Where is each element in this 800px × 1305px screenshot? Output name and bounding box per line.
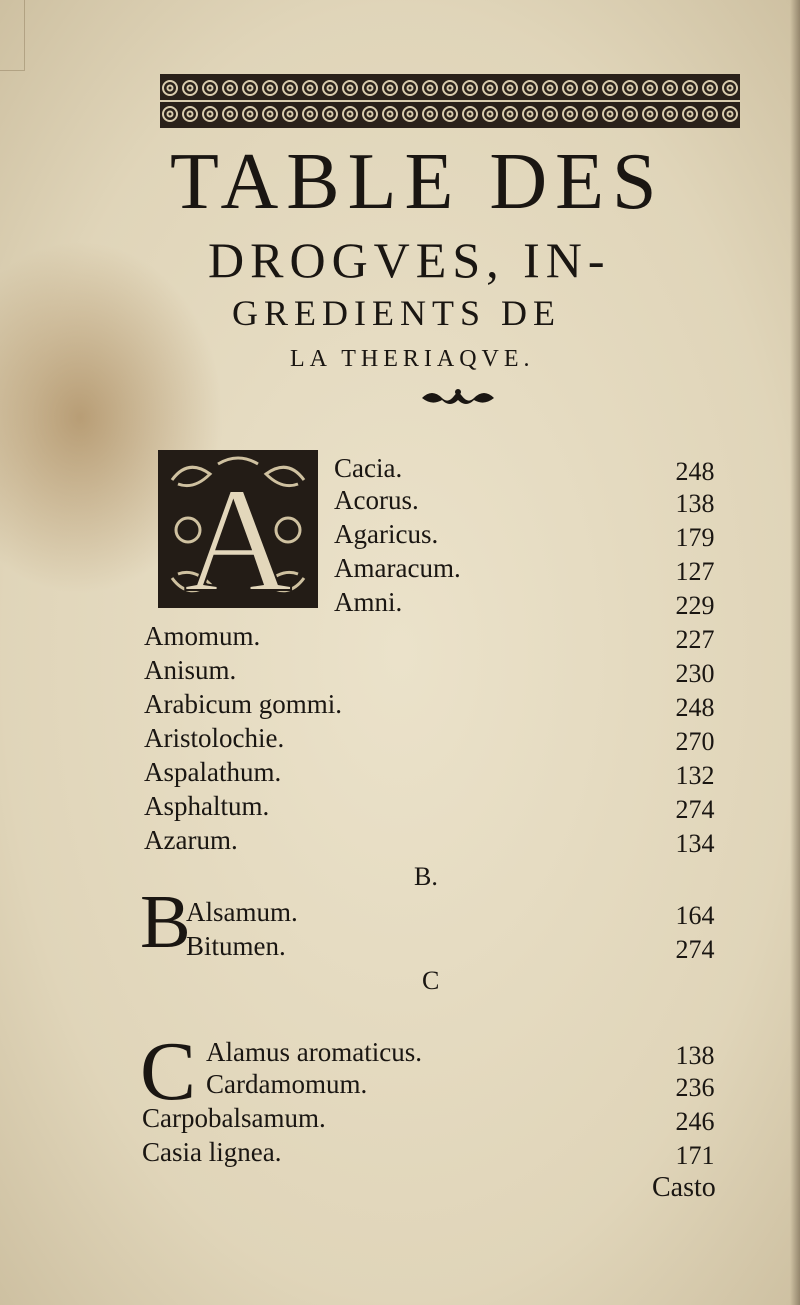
index-entry-page: 248 [675,693,715,722]
index-entry-page: 274 [675,795,715,824]
index-entry-page: 230 [675,659,715,688]
index-entry-name: Cacia. [334,453,403,483]
index-entry-page: 229 [675,591,715,620]
index-entry-name: Arabicum gommi. [144,689,342,719]
page-corner-fold [0,0,25,71]
drop-letter-b: B [140,880,191,964]
index-entry-name: Amomum. [144,621,261,651]
section-b-heading: B. [414,862,438,891]
title-line-1: TABLE DES [170,138,665,226]
index-entry-name: Acorus. [334,485,419,515]
index-entry-name: Casia lignea. [142,1137,282,1167]
index-entry-name: Bitumen. [186,931,286,961]
index-entry-name: Azarum. [144,825,238,855]
index-entry-name: Alamus aromaticus. [206,1037,422,1067]
index-entry-page: 248 [675,457,715,486]
index-entry-page: 171 [675,1141,715,1170]
title-line-3: GREDIENTS DE [232,293,561,333]
index-entry-page: 179 [675,523,715,552]
index-entry-name: Amni. [334,587,403,617]
index-entry-name: Agaricus. [334,519,439,549]
index-entry-page: 227 [675,625,715,654]
fleuron-ornament [418,386,498,408]
index-entry-page: 246 [675,1107,715,1136]
index-entry-page: 132 [675,761,715,790]
catchword: Casto [652,1172,716,1203]
index-entry-name: Aristolochie. [144,723,285,753]
index-entry-page: 274 [675,935,715,964]
index-entry-name: Amaracum. [334,553,461,583]
title-line-4: LA THERIAQVE. [290,346,535,372]
decorated-initial-a [158,450,318,608]
index-entry-page: 138 [675,1041,715,1070]
drop-letter-a: A [183,457,293,608]
index-entry-name: Carpobalsamum. [142,1103,326,1133]
index-entry-name: Asphaltum. [144,791,270,821]
index-entry-name: Alsamum. [186,897,298,927]
index-entry-page: 164 [675,901,715,930]
index-entry-page: 270 [675,727,715,756]
ornamental-headpiece [160,72,740,130]
index-entry-name: Cardamomum. [206,1069,368,1099]
index-entry-page: 236 [675,1073,715,1102]
index-entry-page: 134 [675,829,715,858]
section-c-heading: C [422,966,440,995]
page-edge-shadow [790,0,800,1305]
index-entry-name: Aspalathum. [144,757,282,787]
title-line-2: DROGVES, IN- [208,232,611,288]
index-entry-page: 127 [675,557,715,586]
index-entry-page: 138 [675,489,715,518]
index-entry-name: Anisum. [144,655,237,685]
drop-letter-c: C [140,1025,197,1118]
